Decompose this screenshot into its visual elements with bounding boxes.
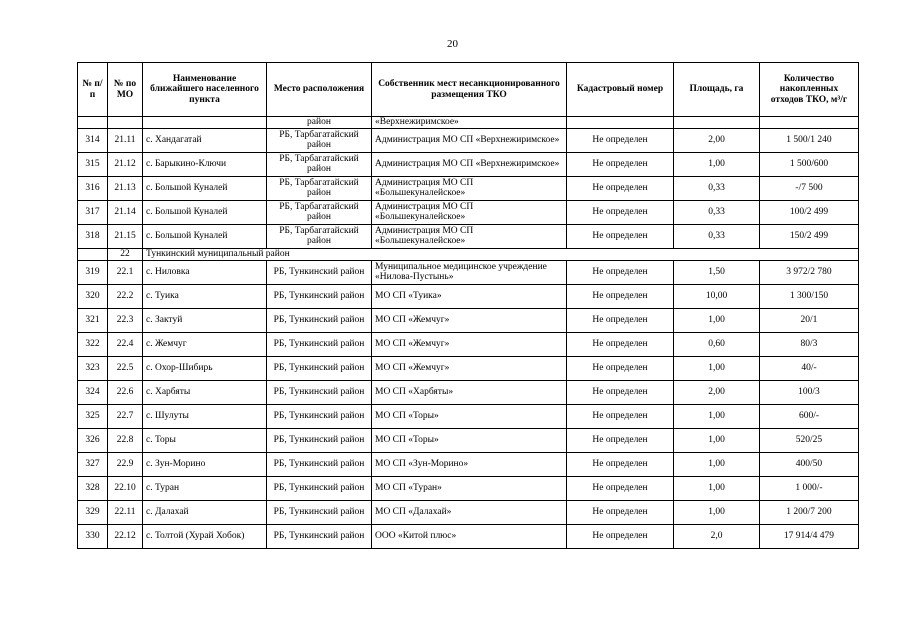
cell-area: 1,00 (674, 500, 760, 524)
page-number: 20 (447, 38, 458, 50)
cell-location: РБ, Тарбагатайский район (267, 200, 372, 224)
cell-settlement: с. Большой Куналей (143, 176, 267, 200)
cell-mo: 21.15 (108, 224, 143, 248)
cell-owner: Муниципальное медицинское учреждение «Нилова-Пустынь» (372, 260, 567, 284)
cell-cadastral: Не определен (567, 404, 674, 428)
cell-cadastral: Не определен (567, 452, 674, 476)
table-header-row (78, 63, 859, 117)
cell-volume: 400/50 (760, 452, 859, 476)
cell-location: РБ, Тункинский район (267, 524, 372, 548)
cell-area: 10,00 (674, 284, 760, 308)
cell-mo: 22.6 (108, 380, 143, 404)
table-row (78, 476, 859, 500)
cell-n: 315 (78, 152, 108, 176)
cell-mo: 22.9 (108, 452, 143, 476)
table-row (78, 524, 859, 548)
header-location: Место расположения (267, 63, 372, 117)
header-settlement: Наименование ближайшего населенного пункта (143, 63, 267, 117)
cell-cadastral: Не определен (567, 176, 674, 200)
section-row (78, 248, 859, 260)
cell-mo: 22.12 (108, 524, 143, 548)
header-owner: Собственник мест несанкционированного размещения ТКО (372, 63, 567, 117)
cell-owner: МО СП «Жемчуг» (372, 332, 567, 356)
cell-location: РБ, Тарбагатайский район (267, 224, 372, 248)
table-row (78, 200, 859, 224)
cell-owner: «Верхнежиримское» (372, 117, 567, 129)
cell-settlement: с. Большой Куналей (143, 224, 267, 248)
cell-area: 1,00 (674, 356, 760, 380)
cell-owner: МО СП «Туран» (372, 476, 567, 500)
cell-settlement: с. Барыкино-Ключи (143, 152, 267, 176)
cell-n: 328 (78, 476, 108, 500)
cell-cadastral: Не определен (567, 260, 674, 284)
table-row (78, 260, 859, 284)
cell-settlement: с. Ниловка (143, 260, 267, 284)
cell-area: 0,33 (674, 176, 760, 200)
cell-area: 0,60 (674, 332, 760, 356)
table-row (78, 128, 859, 152)
cell-mo: 21.13 (108, 176, 143, 200)
cell-n: 326 (78, 428, 108, 452)
cell-mo: 22.7 (108, 404, 143, 428)
cell-n: 319 (78, 260, 108, 284)
cell-location: РБ, Тункинский район (267, 428, 372, 452)
cell-cadastral: Не определен (567, 428, 674, 452)
cell-cadastral: Не определен (567, 152, 674, 176)
cell-n: 316 (78, 176, 108, 200)
cell-settlement: с. Туран (143, 476, 267, 500)
cell-settlement: с. Жемчуг (143, 332, 267, 356)
cell-location: РБ, Тункинский район (267, 284, 372, 308)
header-n: № п/п (78, 63, 108, 117)
cell-area: 2,00 (674, 380, 760, 404)
cell-volume: 150/2 499 (760, 224, 859, 248)
cell-cadastral: Не определен (567, 224, 674, 248)
cell-location: РБ, Тарбагатайский район (267, 152, 372, 176)
cell-owner: МО СП «Далахай» (372, 500, 567, 524)
table-row (78, 332, 859, 356)
cell-cadastral: Не определен (567, 524, 674, 548)
table-row-continuation (78, 117, 859, 129)
cell-n: 327 (78, 452, 108, 476)
cell-area: 1,00 (674, 152, 760, 176)
cell-volume: 40/- (760, 356, 859, 380)
cell-location: РБ, Тункинский район (267, 380, 372, 404)
cell-n: 325 (78, 404, 108, 428)
cell-location: РБ, Тункинский район (267, 452, 372, 476)
cell-volume: -/7 500 (760, 176, 859, 200)
cell-cadastral: Не определен (567, 200, 674, 224)
cell-n: 314 (78, 128, 108, 152)
table-body-tarbagatai (78, 117, 859, 249)
cell-mo: 21.12 (108, 152, 143, 176)
cell-owner: МО СП «Жемчуг» (372, 356, 567, 380)
cell-settlement: с. Туика (143, 284, 267, 308)
cell-location: РБ, Тункинский район (267, 500, 372, 524)
cell-n: 317 (78, 200, 108, 224)
cell-owner: Администрация МО СП «Большекуналейское» (372, 224, 567, 248)
cell-cadastral: Не определен (567, 332, 674, 356)
cell-cadastral: Не определен (567, 284, 674, 308)
cell-area: 1,00 (674, 308, 760, 332)
cell-cadastral: Не определен (567, 380, 674, 404)
table-row (78, 176, 859, 200)
section-mo: 22 (108, 248, 143, 260)
cell-area: 2,0 (674, 524, 760, 548)
cell-n: 324 (78, 380, 108, 404)
cell-location: РБ, Тункинский район (267, 404, 372, 428)
cell-mo: 22.8 (108, 428, 143, 452)
cell-location: РБ, Тункинский район (267, 308, 372, 332)
cell-settlement: с. Шулуты (143, 404, 267, 428)
cell-cadastral: Не определен (567, 308, 674, 332)
cell-volume: 520/25 (760, 428, 859, 452)
cell-n: 322 (78, 332, 108, 356)
cell-area: 1,00 (674, 476, 760, 500)
cell-location: район (267, 117, 372, 129)
cell-settlement: с. Большой Куналей (143, 200, 267, 224)
cell-cadastral: Не определен (567, 476, 674, 500)
cell-settlement: с. Харбяты (143, 380, 267, 404)
cell-volume: 100/3 (760, 380, 859, 404)
cell-settlement: с. Толтой (Хурай Хобок) (143, 524, 267, 548)
cell-area: 2,00 (674, 128, 760, 152)
header-volume: Количество накопленных отходов ТКО, м³/г (760, 63, 859, 117)
cell-mo: 22.1 (108, 260, 143, 284)
cell-n: 329 (78, 500, 108, 524)
table-body-tunka (78, 260, 859, 548)
cell-mo: 22.4 (108, 332, 143, 356)
cell-location: РБ, Тункинский район (267, 332, 372, 356)
cell-location: РБ, Тункинский район (267, 260, 372, 284)
cell-cadastral: Не определен (567, 500, 674, 524)
cell-n: 330 (78, 524, 108, 548)
section-title: Тункинский муниципальный район (143, 248, 859, 260)
table-row (78, 428, 859, 452)
cell-mo: 21.11 (108, 128, 143, 152)
table-row (78, 356, 859, 380)
cell-volume: 80/3 (760, 332, 859, 356)
cell-owner: Администрация МО СП «Верхнежиримское» (372, 128, 567, 152)
cell-settlement: с. Торы (143, 428, 267, 452)
cell-settlement: с. Зактуй (143, 308, 267, 332)
cell-location: РБ, Тункинский район (267, 356, 372, 380)
cell-owner: МО СП «Торы» (372, 428, 567, 452)
cell-volume: 3 972/2 780 (760, 260, 859, 284)
table-row (78, 500, 859, 524)
cell-location: РБ, Тарбагатайский район (267, 176, 372, 200)
cell-owner: Администрация МО СП «Большекуналейское» (372, 176, 567, 200)
cell-settlement: с. Охор-Шибирь (143, 356, 267, 380)
cell-n: 320 (78, 284, 108, 308)
cell-mo: 22.2 (108, 284, 143, 308)
cell-volume: 1 300/150 (760, 284, 859, 308)
cell-n: 318 (78, 224, 108, 248)
cell-cadastral: Не определен (567, 356, 674, 380)
cell-area: 0,33 (674, 200, 760, 224)
cell-location: РБ, Тункинский район (267, 476, 372, 500)
table-row (78, 308, 859, 332)
cell-volume: 100/2 499 (760, 200, 859, 224)
table-row (78, 380, 859, 404)
cell-owner: МО СП «Харбяты» (372, 380, 567, 404)
cell-volume: 600/- (760, 404, 859, 428)
cell-cadastral: Не определен (567, 128, 674, 152)
cell-owner: МО СП «Жемчуг» (372, 308, 567, 332)
header-area: Площадь, га (674, 63, 760, 117)
cell-mo: 22.10 (108, 476, 143, 500)
cell-area: 0,33 (674, 224, 760, 248)
cell-owner: МО СП «Зун-Морино» (372, 452, 567, 476)
cell-settlement: с. Далахай (143, 500, 267, 524)
table-row (78, 224, 859, 248)
cell-mo: 22.5 (108, 356, 143, 380)
cell-settlement: с. Зун-Морино (143, 452, 267, 476)
cell-location: РБ, Тарбагатайский район (267, 128, 372, 152)
header-cadastral: Кадастровый номер (567, 63, 674, 117)
cell-owner: Администрация МО СП «Верхнежиримское» (372, 152, 567, 176)
table-row (78, 404, 859, 428)
waste-sites-table (77, 62, 859, 549)
cell-owner: ООО «Китой плюс» (372, 524, 567, 548)
cell-volume: 1 000/- (760, 476, 859, 500)
table-row (78, 452, 859, 476)
cell-volume: 1 200/7 200 (760, 500, 859, 524)
table-row (78, 152, 859, 176)
table-row (78, 284, 859, 308)
cell-mo: 21.14 (108, 200, 143, 224)
cell-n: 321 (78, 308, 108, 332)
cell-volume: 20/1 (760, 308, 859, 332)
cell-area: 1,00 (674, 452, 760, 476)
cell-volume: 1 500/600 (760, 152, 859, 176)
cell-area: 1,00 (674, 404, 760, 428)
cell-area: 1,50 (674, 260, 760, 284)
cell-settlement: с. Хандагатай (143, 128, 267, 152)
cell-area: 1,00 (674, 428, 760, 452)
cell-volume: 1 500/1 240 (760, 128, 859, 152)
cell-volume: 17 914/4 479 (760, 524, 859, 548)
cell-mo: 22.11 (108, 500, 143, 524)
table-body-section (78, 248, 859, 260)
cell-n: 323 (78, 356, 108, 380)
cell-owner: Администрация МО СП «Большекуналейское» (372, 200, 567, 224)
cell-owner: МО СП «Туика» (372, 284, 567, 308)
cell-mo: 22.3 (108, 308, 143, 332)
cell-owner: МО СП «Торы» (372, 404, 567, 428)
header-mo: № по МО (108, 63, 143, 117)
